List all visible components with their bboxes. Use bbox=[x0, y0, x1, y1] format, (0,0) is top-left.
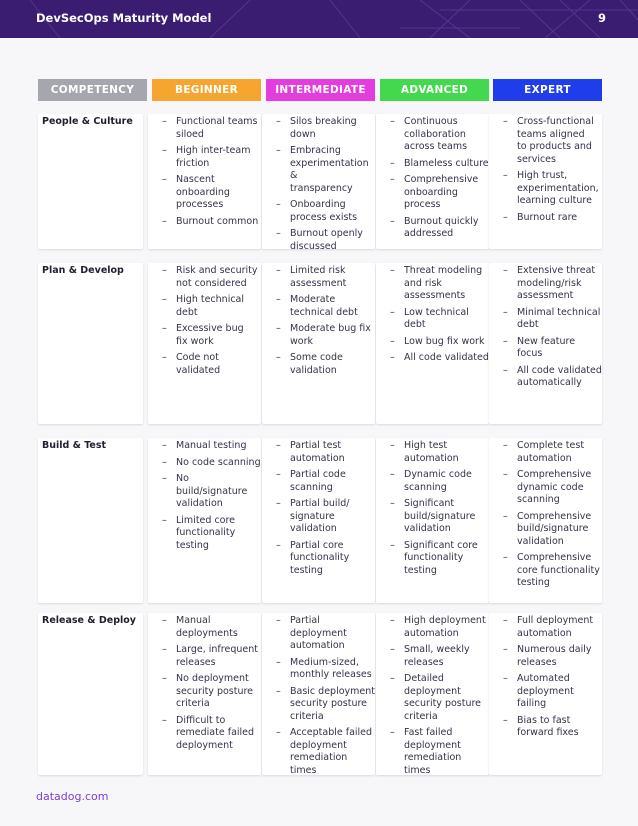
item-list bbox=[390, 265, 489, 365]
item-list bbox=[162, 116, 261, 228]
list-item: – Significant core functionality testing bbox=[390, 540, 489, 578]
list-item: – Basic deployment security posture criteria bbox=[276, 686, 375, 724]
cell-advanced bbox=[376, 263, 489, 424]
list-item: – Comprehensive onboarding process bbox=[390, 174, 489, 212]
cell-intermediate bbox=[262, 613, 375, 775]
list-item: – Acceptable failed deployment remediation times bbox=[276, 727, 375, 777]
list-item: – Difficult to remediate failed deployment bbox=[162, 715, 261, 753]
list-item: – Comprehensive core functionality testing bbox=[503, 552, 602, 590]
list-item: – Low bug fix work bbox=[390, 336, 489, 349]
list-item: – Some code validation bbox=[276, 352, 375, 377]
row-label-panel bbox=[38, 263, 143, 424]
list-item: – Bias to fast forward fixes bbox=[503, 715, 602, 740]
item-list bbox=[276, 116, 375, 253]
row-label: People & Culture bbox=[42, 116, 133, 127]
cell-intermediate bbox=[262, 438, 375, 603]
header-advanced: ADVANCED bbox=[380, 79, 489, 101]
cell-beginner bbox=[148, 263, 261, 424]
page-number: 9 bbox=[597, 11, 606, 25]
list-item: – Minimal technical debt bbox=[503, 307, 602, 332]
item-list bbox=[390, 116, 489, 241]
list-item: – Risk and security not considered bbox=[162, 265, 261, 290]
list-item: – Burnout quickly addressed bbox=[390, 216, 489, 241]
cell-intermediate bbox=[262, 263, 375, 424]
list-item: – Manual deployments bbox=[162, 615, 261, 640]
document-title: DevSecOps Maturity Model bbox=[36, 11, 212, 25]
item-list bbox=[162, 265, 261, 377]
list-item: – Full deployment automation bbox=[503, 615, 602, 640]
cell-beginner bbox=[148, 438, 261, 603]
row-label-panel bbox=[38, 114, 143, 249]
cell-expert bbox=[489, 114, 602, 249]
list-item: – All code validated bbox=[390, 352, 489, 365]
item-list bbox=[503, 116, 602, 224]
list-item: – High inter-team friction bbox=[162, 145, 261, 170]
header-competency: COMPETENCY bbox=[38, 79, 147, 101]
cell-expert bbox=[489, 438, 602, 603]
list-item: – Excessive bug fix work bbox=[162, 323, 261, 348]
list-item: – Moderate technical debt bbox=[276, 294, 375, 319]
list-item: – Functional teams siloed bbox=[162, 116, 261, 141]
item-list bbox=[276, 265, 375, 377]
item-list bbox=[162, 440, 261, 552]
item-list bbox=[503, 615, 602, 740]
item-list bbox=[503, 265, 602, 390]
page-banner bbox=[0, 0, 638, 38]
list-item: – New feature focus bbox=[503, 336, 602, 361]
list-item: – Partial code scanning bbox=[276, 469, 375, 494]
list-item: – Large, infrequent releases bbox=[162, 644, 261, 669]
list-item: – Comprehensive build/signature validation bbox=[503, 511, 602, 549]
list-item: – Threat modeling and risk assessments bbox=[390, 265, 489, 303]
item-list bbox=[390, 615, 489, 777]
list-item: – Partial core functionality testing bbox=[276, 540, 375, 578]
list-item: – Medium-sized, monthly releases bbox=[276, 657, 375, 682]
list-item: – Limited core functionality testing bbox=[162, 515, 261, 553]
list-item: – All code validated automatically bbox=[503, 365, 602, 390]
list-item: – Significant build/signature validation bbox=[390, 498, 489, 536]
list-item: – No build/signature validation bbox=[162, 473, 261, 511]
item-list bbox=[503, 440, 602, 590]
cell-intermediate bbox=[262, 114, 375, 252]
list-item: – High deployment automation bbox=[390, 615, 489, 640]
cell-advanced bbox=[376, 114, 489, 249]
cell-beginner bbox=[148, 613, 261, 775]
item-list bbox=[390, 440, 489, 577]
list-item: – High trust, experimentation, learning culture bbox=[503, 170, 602, 208]
list-item: – Detailed deployment security posture criteria bbox=[390, 673, 489, 723]
cell-expert bbox=[489, 263, 602, 424]
list-item: – Silos breaking down bbox=[276, 116, 375, 141]
cell-beginner bbox=[148, 114, 261, 249]
list-item: – Nascent onboarding processes bbox=[162, 174, 261, 212]
list-item: – Onboarding process exists bbox=[276, 199, 375, 224]
item-list bbox=[276, 615, 375, 777]
cell-advanced bbox=[376, 438, 489, 603]
row-label-panel bbox=[38, 438, 143, 603]
list-item: – Automated deployment failing bbox=[503, 673, 602, 711]
cell-advanced bbox=[376, 613, 489, 775]
list-item: – Burnout openly discussed bbox=[276, 228, 375, 253]
header-intermediate: INTERMEDIATE bbox=[266, 79, 375, 101]
list-item: – Cross-functional teams aligned to products and services bbox=[503, 116, 602, 166]
list-item: – Partial deployment automation bbox=[276, 615, 375, 653]
list-item: – Code not validated bbox=[162, 352, 261, 377]
list-item: – Embracing experimentation & transparency bbox=[276, 145, 375, 195]
list-item: – No deployment security posture criteria bbox=[162, 673, 261, 711]
list-item: – Moderate bug fix work bbox=[276, 323, 375, 348]
item-list bbox=[276, 440, 375, 577]
list-item: – Burnout common bbox=[162, 216, 261, 229]
list-item: – High test automation bbox=[390, 440, 489, 465]
list-item: – Burnout rare bbox=[503, 212, 602, 225]
item-list bbox=[162, 615, 261, 752]
list-item: – High technical debt bbox=[162, 294, 261, 319]
list-item: – Numerous daily releases bbox=[503, 644, 602, 669]
list-item: – Complete test automation bbox=[503, 440, 602, 465]
row-label: Release & Deploy bbox=[42, 615, 136, 626]
list-item: – Low technical debt bbox=[390, 307, 489, 332]
list-item: – Extensive threat modeling/risk assessment bbox=[503, 265, 602, 303]
list-item: – Continuous collaboration across teams bbox=[390, 116, 489, 154]
cell-expert bbox=[489, 613, 602, 775]
list-item: – Comprehensive dynamic code scanning bbox=[503, 469, 602, 507]
list-item: – Limited risk assessment bbox=[276, 265, 375, 290]
list-item: – Partial test automation bbox=[276, 440, 375, 465]
header-expert: EXPERT bbox=[493, 79, 602, 101]
row-label: Plan & Develop bbox=[42, 265, 124, 276]
list-item: – Small, weekly releases bbox=[390, 644, 489, 669]
list-item: – Manual testing bbox=[162, 440, 261, 453]
list-item: – Dynamic code scanning bbox=[390, 469, 489, 494]
list-item: – Fast failed deployment remediation times bbox=[390, 727, 489, 777]
list-item: – Partial build/ signature validation bbox=[276, 498, 375, 536]
list-item: – Blameless culture bbox=[390, 158, 489, 171]
header-beginner: BEGINNER bbox=[152, 79, 261, 101]
list-item: – No code scanning bbox=[162, 457, 261, 470]
footer-link[interactable]: datadog.com bbox=[36, 790, 109, 803]
row-label: Build & Test bbox=[42, 440, 107, 451]
row-label-panel bbox=[38, 613, 143, 775]
